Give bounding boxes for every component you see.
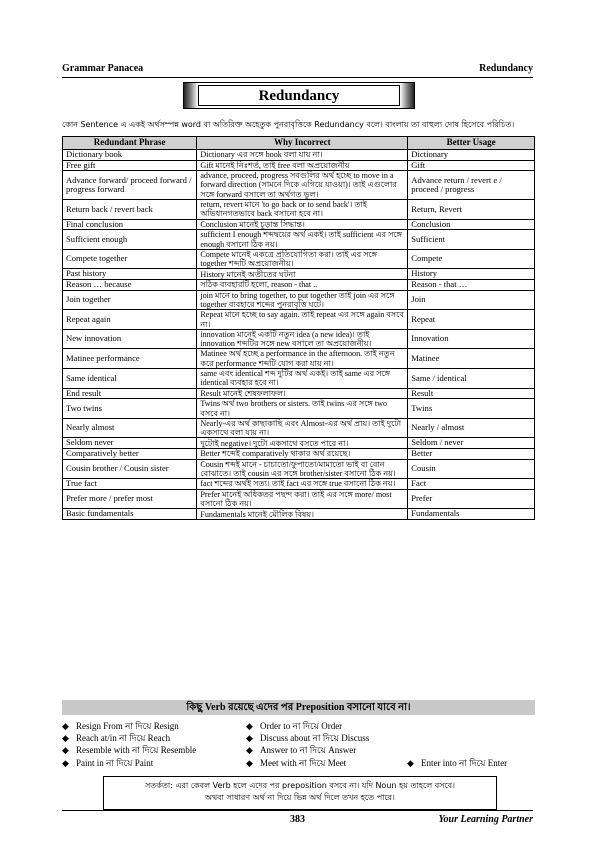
better-usage-cell: Nearly / almost — [408, 418, 535, 438]
redundant-phrase-cell: Sufficient enough — [63, 230, 197, 250]
table-row — [63, 310, 535, 330]
table-row — [63, 489, 535, 509]
why-incorrect-cell: same এবং identical শব্দ দুটির অর্থ একই। তাই same এর সঙ্গে identical ব্যবহার হবে না। — [197, 369, 408, 389]
table-row — [63, 269, 535, 280]
chapter-title: Redundancy — [479, 63, 533, 74]
preposition-text: Resemble with না দিয়ে Resemble — [76, 745, 197, 756]
redundant-phrase-cell: Same identical — [63, 369, 197, 389]
why-incorrect-cell: Cousin শব্দই মানে - চাচাতো/ফুপাতো/মামাতো ভাই বা বোন বোঝাতে। তাই cousin এর সঙ্গে brother/sister বসানো ঠিক নয়। — [197, 459, 408, 479]
preposition-item — [246, 720, 369, 732]
preposition-text: Discuss about না দিয়ে Discuss — [260, 733, 370, 744]
redundant-phrase-cell: Compete together — [63, 249, 197, 269]
why-incorrect-cell: Conclusion মানেই চূড়ান্ত সিদ্ধান্ত। — [197, 219, 408, 230]
why-incorrect-cell: fact শব্দের অর্থই সত্য। তাই fact এর সঙ্গে true বসানো ঠিক নয়। — [197, 479, 408, 490]
why-incorrect-cell: Compete মানেই একত্রে প্রতিযোগিতা করা। তাই এর সঙ্গে together শব্দটি অপ্রয়োজনীয়। — [197, 249, 408, 269]
preposition-item — [246, 732, 369, 744]
preposition-item — [62, 720, 196, 732]
table-row — [63, 369, 535, 389]
better-usage-cell: Reason - that … — [408, 280, 535, 291]
better-usage-cell: Compete — [408, 249, 535, 269]
table-row — [63, 448, 535, 459]
intro-text: কোন Sentence এ একই অর্থসম্পন্ন word বা অতিরিক্ত অহেতুক পুনরাবৃত্তিকে Redundancy বলে। বাংলায় তা বাহুল্য দোষ হিসেবে পরিচিত। — [62, 120, 515, 129]
table-row — [63, 150, 535, 161]
preposition-item — [62, 744, 196, 756]
better-usage-cell: Conclusion — [408, 219, 535, 230]
redundant-phrase-cell: Repeat again — [63, 310, 197, 330]
redundancy-table — [62, 136, 535, 520]
better-usage-cell: Repeat — [408, 310, 535, 330]
better-usage-cell: Dictionary — [408, 150, 535, 161]
diamond-bullet-icon: ◆ — [62, 745, 69, 756]
better-usage-cell: Seldom / never — [408, 438, 535, 449]
better-usage-cell: Twins — [408, 399, 535, 419]
preposition-item — [246, 744, 369, 756]
redundant-phrase-cell: Past history — [63, 269, 197, 280]
diamond-bullet-icon: ◆ — [62, 733, 69, 744]
better-usage-cell: Fundamentals — [408, 509, 535, 520]
why-incorrect-cell: Gift মানেই নিঃশর্ত, তাই free বলা অপ্রয়োজনীয় — [197, 160, 408, 171]
better-usage-cell: Fact — [408, 479, 535, 490]
table-row — [63, 219, 535, 230]
better-usage-cell: Gift — [408, 160, 535, 171]
redundant-phrase-cell: Dictionary book — [63, 150, 197, 161]
why-incorrect-cell: innovation মানেই একটি নতুন idea (a new idea)। তাই innovation শব্দটির সঙ্গে new বসালে তা অপ্রয়োজনীয়। — [197, 329, 408, 349]
diamond-bullet-icon: ◆ — [62, 757, 69, 768]
better-usage-cell: Cousin — [408, 459, 535, 479]
book-title: Grammar Panacea — [62, 63, 144, 74]
diamond-bullet-icon: ◆ — [62, 721, 69, 731]
preposition-item — [62, 757, 196, 769]
preposition-item — [246, 757, 369, 769]
diamond-bullet-icon: ◆ — [246, 757, 253, 768]
redundant-phrase-cell: Nearly almost — [63, 418, 197, 438]
table-header-row — [63, 137, 535, 150]
table-row — [63, 479, 535, 490]
redundant-phrase-cell: Join together — [63, 290, 197, 310]
diamond-bullet-icon: ◆ — [246, 721, 253, 731]
table-row — [63, 280, 535, 291]
preposition-column-3 — [407, 757, 507, 769]
table-row — [63, 249, 535, 269]
preposition-text: Resign From না দিয়ে Resign — [76, 721, 179, 731]
why-incorrect-cell: Twins অর্থ two brothers or sisters. তাই twins এর সঙ্গে two বসবে না। — [197, 399, 408, 419]
table-row — [63, 230, 535, 250]
table-row — [63, 438, 535, 449]
better-usage-cell: Matinee — [408, 349, 535, 369]
page-header — [62, 63, 533, 78]
preposition-text: Enter into না দিয়ে Enter — [421, 757, 508, 768]
table-body — [63, 150, 535, 520]
table-row — [63, 171, 535, 200]
better-usage-cell: Result — [408, 388, 535, 399]
title-banner — [183, 82, 415, 109]
why-incorrect-cell: দুটোই negative। দুটো একসাথে বসতে পারে না। — [197, 438, 408, 449]
table-row — [63, 418, 535, 438]
preposition-heading: কিছু Verb রয়েছে এদের পর Preposition বসানো যাবে না। — [62, 700, 535, 715]
why-incorrect-cell: return, revert মানে 'to go back or to send back'। তাই অভিধানগতভাবে back বসানো হবে না। — [197, 200, 408, 220]
preposition-item — [62, 732, 196, 744]
page-title: Redundancy — [198, 85, 400, 106]
redundant-phrase-cell: Comparatively better — [63, 448, 197, 459]
table-row — [63, 200, 535, 220]
col-header-why: Why Incorrect — [197, 137, 408, 150]
table-row — [63, 399, 535, 419]
diamond-bullet-icon: ◆ — [246, 733, 253, 744]
better-usage-cell: Join — [408, 290, 535, 310]
better-usage-cell: Prefer — [408, 489, 535, 509]
caution-line-2: অথবা সাধারণ অর্থ না দিয়ে ভিন্ন অর্থ দিলে তখন হতে পারে। — [205, 793, 395, 802]
why-incorrect-cell: History মানেই অতীতের ঘটনা — [197, 269, 408, 280]
better-usage-cell: Advance return / revert e / proceed / progress — [408, 171, 535, 200]
better-usage-cell: Better — [408, 448, 535, 459]
preposition-item — [407, 757, 507, 769]
why-incorrect-cell: Result মানেই শেষফলাফল। — [197, 388, 408, 399]
why-incorrect-cell: সঠিক ব্যবহারটি হলো, reason - that .. — [197, 280, 408, 291]
preposition-text: Meet with না দিয়ে Meet — [260, 757, 347, 768]
redundant-phrase-cell: Seldom never — [63, 438, 197, 449]
why-incorrect-cell: Repeat মানে হচ্ছে to say again. তাই repeat এর সঙ্গে again বসবে না। — [197, 310, 408, 330]
page-footer — [62, 810, 533, 829]
diamond-bullet-icon: ◆ — [246, 745, 253, 756]
redundant-phrase-cell: Advance forward/ proceed forward / progress forward — [63, 171, 197, 200]
caution-note — [103, 776, 497, 810]
table-row — [63, 329, 535, 349]
redundant-phrase-cell: New innovation — [63, 329, 197, 349]
preposition-text: Reach at/in না দিয়ে Reach — [76, 733, 171, 744]
footer-tagline: Your Learning Partner — [438, 814, 533, 825]
caution-line-1: সতর্কতা: এরা কেবল Verb হলে এদের পর preposition বসবে না। যদি Noun হয় তাহলে বসবে। — [145, 781, 455, 790]
col-header-better: Better Usage — [408, 137, 535, 150]
page-number: 383 — [290, 814, 305, 825]
redundant-phrase-cell: Free gift — [63, 160, 197, 171]
why-incorrect-cell: Matinee অর্থ হচ্ছে a performance in the afternoon. তাই নতুন করে performance শব্দটি যোগ করা যায় না। — [197, 349, 408, 369]
preposition-text: Answer to না দিয়ে Answer — [260, 745, 357, 756]
table-row — [63, 290, 535, 310]
better-usage-cell: Return, Revert — [408, 200, 535, 220]
redundant-phrase-cell: Return back / revert back — [63, 200, 197, 220]
table-row — [63, 459, 535, 479]
preposition-column-2 — [246, 720, 369, 769]
redundant-phrase-cell: Prefer more / prefer most — [63, 489, 197, 509]
preposition-column-1 — [62, 720, 196, 769]
better-usage-cell: Same / identical — [408, 369, 535, 389]
redundant-phrase-cell: Basic fundamentals — [63, 509, 197, 520]
diamond-bullet-icon: ◆ — [407, 757, 414, 768]
why-incorrect-cell: join মানে to bring together, to put together তাই join এর সঙ্গে together ব্যবহারে শব্দের পুনরাবৃত্তি ঘটে। — [197, 290, 408, 310]
redundant-phrase-cell: Matinee performance — [63, 349, 197, 369]
better-usage-cell: History — [408, 269, 535, 280]
why-incorrect-cell: Nearly-এর অর্থ কাছাকাছি এবং Almost-এর অর্থ প্রায়। তাই দুটো একসাথে বলা যায় না। — [197, 418, 408, 438]
preposition-text: Order to না দিয়ে Order — [260, 721, 343, 731]
redundant-phrase-cell: Final conclusion — [63, 219, 197, 230]
why-incorrect-cell: Prefer মানেই অধিকতর পছন্দ করা। তাই এর সঙ্গে more/ most বসানো ঠিক নয়। — [197, 489, 408, 509]
why-incorrect-cell: Dictionary এর সঙ্গে book বলা যায় না। — [197, 150, 408, 161]
why-incorrect-cell: sufficient I enough শব্দদ্বয়ের অর্থ একই। তাই sufficient এর সঙ্গে enough বসানো ঠিক নয়। — [197, 230, 408, 250]
better-usage-cell: Sufficient — [408, 230, 535, 250]
why-incorrect-cell: Better শব্দেই comparatively থাকার অর্থ রয়েছে। — [197, 448, 408, 459]
redundant-phrase-cell: Two twins — [63, 399, 197, 419]
table-row — [63, 509, 535, 520]
redundant-phrase-cell: True fact — [63, 479, 197, 490]
redundant-phrase-cell: End result — [63, 388, 197, 399]
better-usage-cell: Innovation — [408, 329, 535, 349]
preposition-text: Paint in না দিয়ে Paint — [76, 757, 154, 768]
table-row — [63, 349, 535, 369]
table-row — [63, 388, 535, 399]
why-incorrect-cell: Fundamentals মানেই মৌলিক বিষয়। — [197, 509, 408, 520]
col-header-phrase: Redundant Phrase — [63, 137, 197, 150]
redundant-phrase-cell: Reason … because — [63, 280, 197, 291]
redundant-phrase-cell: Cousin brother / Cousin sister — [63, 459, 197, 479]
why-incorrect-cell: advance, proceed, progress সবগুলির অর্থ হচ্ছে to move in a forward direction (সামনে দিকে এগিয়ে যাওয়া)। তাই এগুলোর সঙ্গে forward বসালে তা অর্থগত ভুল। — [197, 171, 408, 200]
table-row — [63, 160, 535, 171]
